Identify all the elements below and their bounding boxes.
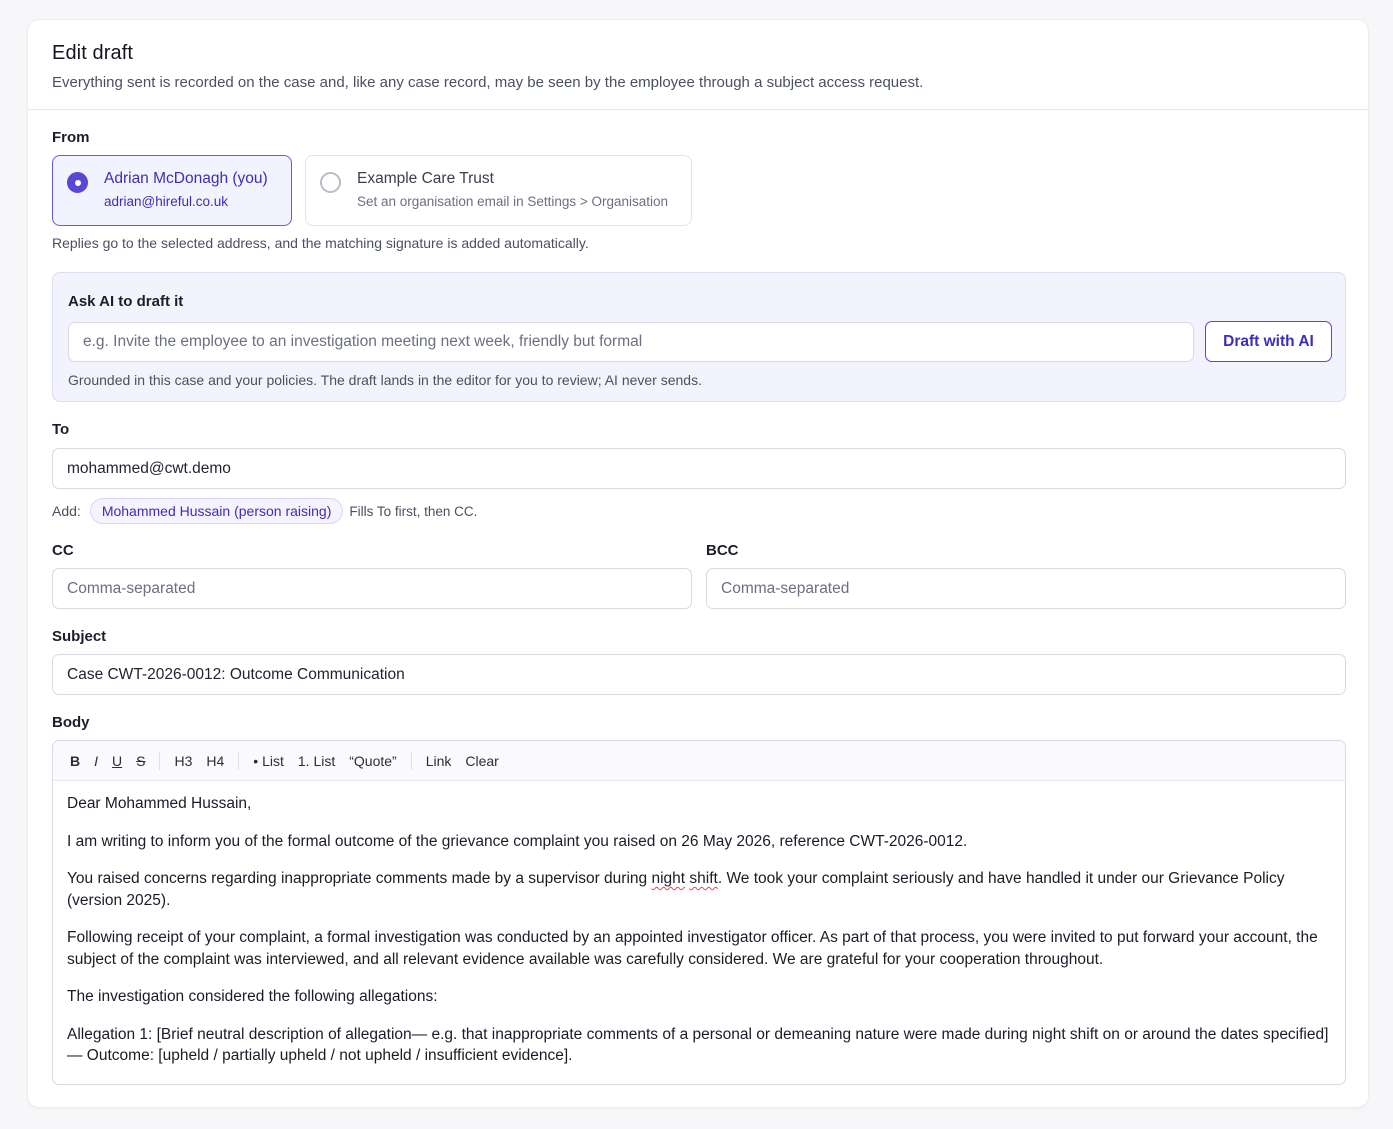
numbered-list-button[interactable]: 1. List — [291, 748, 342, 774]
from-option-personal[interactable] — [52, 155, 292, 226]
bcc-label: BCC — [706, 542, 739, 559]
editor-content[interactable] — [53, 781, 1345, 1067]
ai-prompt-input[interactable] — [68, 322, 1194, 362]
body-text: You raised concerns regarding inappropriate comments made by a supervisor during — [67, 870, 652, 887]
from-label: From — [52, 129, 90, 146]
strikethrough-button[interactable]: S — [129, 748, 152, 774]
from-option-name: Example Care Trust — [357, 170, 494, 187]
from-option-note: Set an organisation email in Settings > Organisation — [357, 194, 669, 209]
heading3-button[interactable]: H3 — [167, 748, 199, 774]
to-input[interactable] — [52, 448, 1346, 489]
editor-toolbar — [53, 741, 1345, 781]
cc-input[interactable] — [52, 568, 692, 609]
quote-button[interactable]: “Quote” — [342, 748, 403, 774]
from-option-email: adrian@hireful.co.uk — [104, 194, 229, 209]
edit-draft-card — [27, 19, 1369, 1108]
radio-selected-icon[interactable] — [67, 172, 88, 193]
from-options — [52, 155, 692, 226]
body-label: Body — [52, 714, 90, 731]
ai-draft-panel — [52, 272, 1346, 402]
ai-hint: Grounded in this case and your policies. The draft lands in the editor for you to review; AI never sends. — [68, 372, 702, 388]
link-button[interactable]: Link — [419, 748, 459, 774]
underline-button[interactable]: U — [105, 748, 129, 774]
body-paragraph — [67, 868, 1331, 911]
body-paragraph: I am writing to inform you of the formal outcome of the grievance complaint you raised on 26 May 2026, reference CWT-2026-0012. — [67, 832, 968, 850]
bcc-input[interactable] — [706, 568, 1346, 609]
ai-panel-title: Ask AI to draft it — [68, 293, 184, 310]
heading4-button[interactable]: H4 — [199, 748, 231, 774]
body-paragraph: The investigation considered the following allegations: — [67, 988, 438, 1005]
bold-button[interactable]: B — [63, 748, 87, 774]
bullet-list-button[interactable]: • List — [246, 748, 291, 774]
toolbar-divider — [238, 752, 239, 770]
body-text: . We took your complaint seriously and have handled it under our Grievance Policy (version 2025). — [67, 870, 1285, 909]
clear-format-button[interactable]: Clear — [458, 748, 505, 774]
from-option-organisation[interactable] — [305, 155, 692, 226]
page-title: Edit draft — [52, 42, 134, 64]
from-option-name: Adrian McDonagh (you) — [104, 170, 268, 187]
radio-unselected-icon[interactable] — [320, 172, 341, 193]
toolbar-divider — [159, 752, 160, 770]
cc-label: CC — [52, 542, 74, 559]
subject-input[interactable] — [52, 654, 1346, 695]
page-subtitle: Everything sent is recorded on the case and, like any case record, may be seen by the employee through a subject access request. — [52, 74, 924, 91]
add-recipient-row — [52, 498, 477, 524]
draft-with-ai-button[interactable]: Draft with AI — [1205, 321, 1332, 362]
italic-button[interactable]: I — [87, 748, 105, 774]
body-editor[interactable] — [52, 740, 1346, 1085]
subject-label: Subject — [52, 628, 107, 645]
body-paragraph: Following receipt of your complaint, a formal investigation was conducted by an appointed investigator officer. As part of that process, you were invited to put forward your account, the subject of the complaint was interviewed, and all relevant evidence available was carefully considered. We are grateful for your cooperation throughout. — [67, 929, 1318, 968]
add-recipient-chip[interactable]: Mohammed Hussain (person raising) — [90, 498, 344, 524]
toolbar-divider — [411, 752, 412, 770]
from-hint: Replies go to the selected address, and the matching signature is added automatically. — [52, 235, 589, 251]
misspelled-word: night — [651, 870, 686, 887]
add-note: Fills To first, then CC. — [349, 503, 478, 519]
body-paragraph: Allegation 1: [Brief neutral description of allegation— e.g. that inappropriate comments of a personal or demeaning nature were made during night shift on or around the dates specified] — Outcome: [upheld / partially upheld / not upheld / insufficient evidence]. — [67, 1025, 1329, 1064]
to-label: To — [52, 421, 70, 438]
card-header — [28, 20, 1368, 110]
add-label: Add: — [52, 503, 81, 519]
body-paragraph: Dear Mohammed Hussain, — [67, 795, 252, 812]
misspelled-word: shift — [689, 870, 718, 887]
